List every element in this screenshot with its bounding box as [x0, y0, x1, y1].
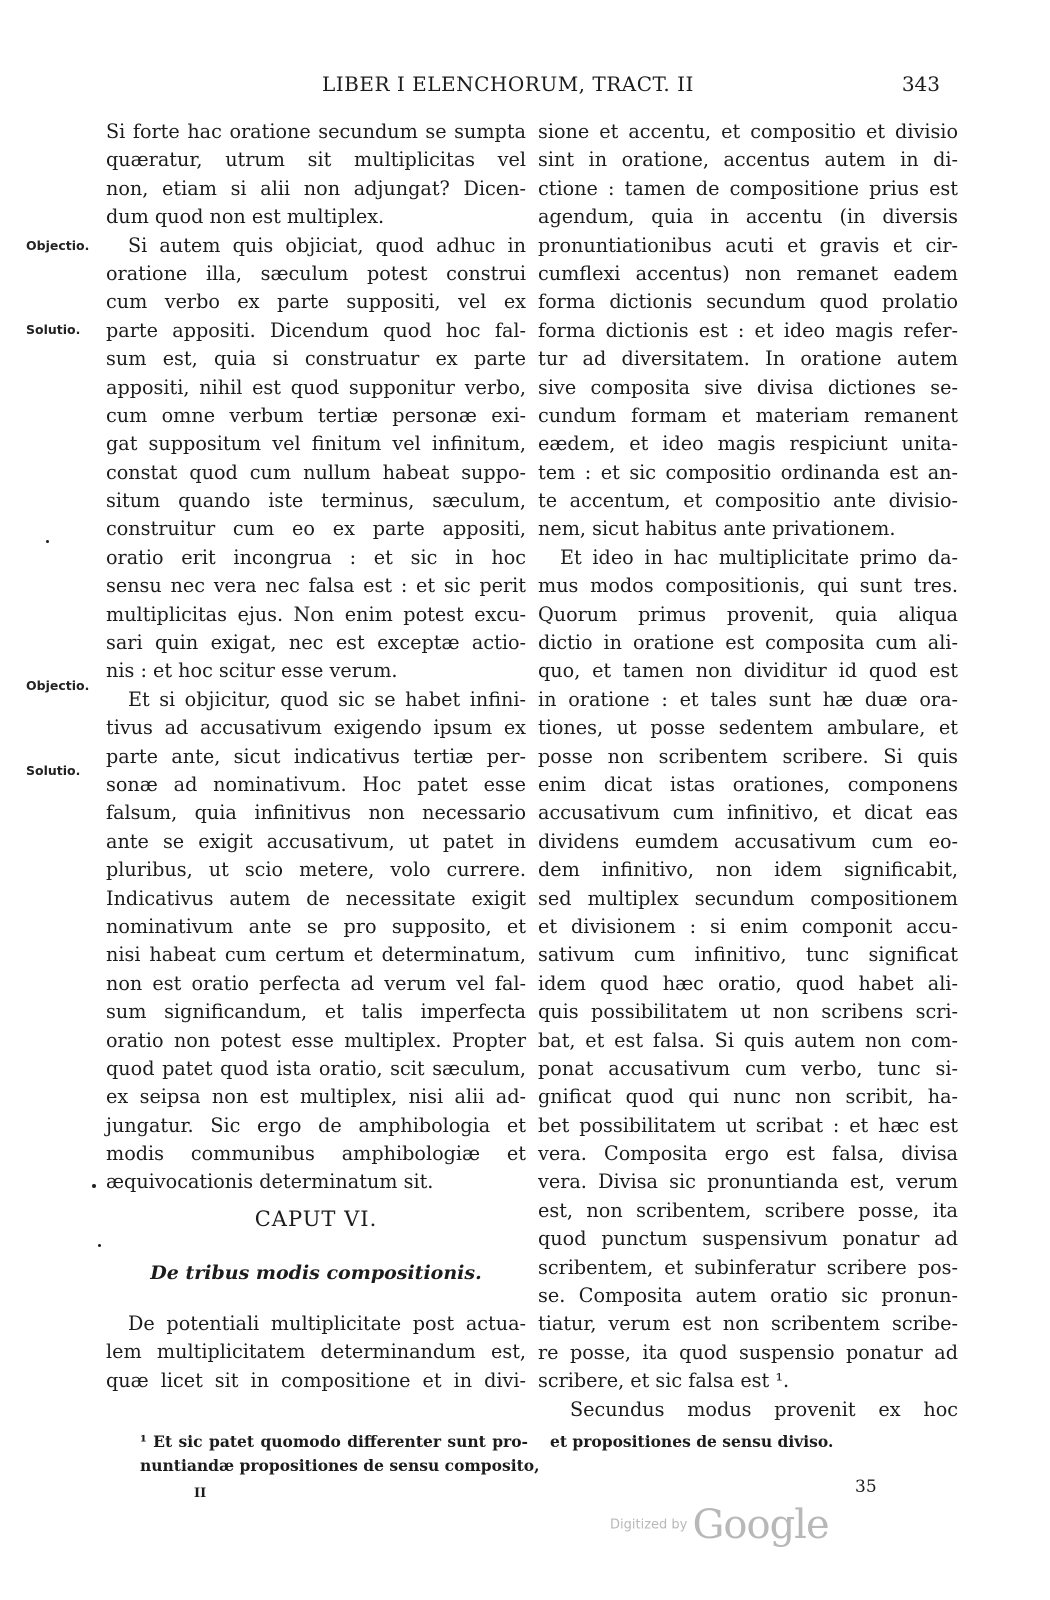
text-line: cum omne verbum tertiæ personæ exi- — [106, 403, 526, 427]
text-line: et divisionem : si enim componit accu- — [538, 914, 958, 938]
text-line: vera. Divisa sic pronuntianda est, verum — [538, 1170, 958, 1194]
text-line: est, non scribentem, scribere posse, ita — [538, 1198, 958, 1222]
google-logo: Google — [692, 1502, 829, 1548]
signature-mark: II — [194, 1486, 207, 1501]
text-line: dem infinitivo, non idem significabit, — [538, 858, 958, 882]
text-line: Quorum primus provenit, quia aliqua — [538, 602, 958, 626]
text-line: æquivocationis determinatum sit. — [106, 1170, 434, 1194]
text-line: quæratur, utrum sit multiplicitas vel — [106, 148, 526, 172]
footnote — [140, 1430, 540, 1478]
running-header — [0, 72, 1050, 102]
margin-note-objectio: Objectio. — [26, 678, 90, 693]
text-line: sum significandum, et talis imperfecta — [106, 1000, 526, 1024]
print-speck — [98, 1244, 101, 1247]
text-line: tem : et sic compositio ordinanda est an- — [538, 460, 958, 484]
text-line: sive composita sive divisa dictiones se- — [538, 375, 958, 399]
text-line: quæ licet sit in compositione et in divi- — [106, 1368, 526, 1392]
text-line: Et si objicitur, quod sic se habet infini- — [128, 687, 526, 711]
text-line: gat suppositum vel finitum vel infinitum, — [106, 432, 526, 456]
text-line: oratio erit incongrua : et sic in hoc — [106, 545, 526, 569]
text-line: cum verbo ex parte suppositi, vel ex — [106, 290, 526, 314]
text-line: multiplicitas ejus. Non enim potest excu- — [106, 602, 526, 626]
text-line: posse non scribentem scribere. Si quis — [538, 744, 958, 768]
text-line: nem, sicut habitus ante privationem. — [538, 517, 896, 541]
text-line: pluribus, ut scio metere, volo currere. — [106, 858, 526, 882]
text-line: sonæ ad nominativum. Hoc patet esse — [106, 772, 526, 796]
text-line: sensu nec vera nec falsa est : et sic perit — [106, 574, 526, 598]
text-line: De potentiali multiplicitate post actua- — [128, 1312, 526, 1335]
text-line: in oratione : et tales sunt hæ duæ ora- — [538, 687, 958, 711]
text-line: Et ideo in hac multiplicitate primo da- — [560, 545, 958, 569]
text-line: re posse, ita quod suspensio ponatur ad — [538, 1340, 958, 1364]
text-line: oratione illa, sæculum potest construi — [106, 261, 526, 285]
margin-note-objectio: Objectio. — [26, 238, 90, 253]
print-speck — [92, 1184, 96, 1188]
left-column — [106, 118, 526, 1197]
text-line: mus modos compositionis, qui sunt tres. — [538, 574, 958, 598]
text-line: parte ante, sicut indicativus tertiæ per- — [106, 744, 526, 768]
text-line: tiones, ut posse sedentem ambulare, et — [538, 716, 958, 740]
text-line: tur ad diversitatem. In oratione autem — [538, 347, 958, 371]
text-line: cundum formam et materiam remanent — [538, 403, 958, 427]
text-line: constat quod cum nullum habeat suppo- — [106, 460, 526, 484]
text-line: bet possibilitatem ut scribat : et hæc est — [538, 1113, 958, 1137]
text-line: quod punctum suspensivum ponatur ad — [538, 1227, 958, 1251]
text-line: sativum cum infinitivo, tunc significat — [538, 943, 958, 967]
text-line: jungatur. Sic ergo de amphibologia et — [106, 1113, 526, 1137]
text-line: sint in oratione, accentus autem in di- — [538, 148, 958, 172]
text-line: scribentem, et subinferatur scribere pos- — [538, 1255, 958, 1279]
text-line: pronuntiationibus acuti et gravis et cir- — [538, 233, 958, 257]
text-line: eædem, et ideo magis respiciunt unita- — [538, 432, 958, 456]
text-line: forma dictionis secundum quod prolatio — [538, 290, 958, 314]
text-line: Indicativus autem de necessitate exigit — [106, 886, 526, 910]
sheet-number: 35 — [855, 1477, 877, 1497]
text-line: dictio in oratione est composita cum ali- — [538, 631, 958, 655]
text-line: forma dictionis est : et ideo magis refer- — [538, 318, 958, 342]
text-line: lem multiplicitatem determinandum est, — [106, 1340, 526, 1364]
text-line: se. Composita autem oratio sic pronun- — [538, 1284, 958, 1308]
chapter-subtitle: De tribus modis compositionis. — [150, 1262, 482, 1284]
text-line: ctione : tamen de compositione prius est — [538, 176, 958, 200]
text-line: gnificat quod qui nunc non scribit, ha- — [538, 1085, 958, 1109]
text-line: scribere, et sic falsa est ¹. — [538, 1369, 790, 1393]
text-line: parte appositi. Dicendum quod hoc fal- — [106, 318, 526, 342]
text-line: bat, et est falsa. Si quis autem non com- — [538, 1028, 958, 1052]
text-line: ponat accusativum cum verbo, tunc si- — [538, 1056, 958, 1080]
text-line: modis communibus amphibologiæ et — [106, 1142, 526, 1166]
text-line: dum quod non est multiplex. — [106, 205, 385, 229]
running-title: LIBER I ELENCHORUM, TRACT. II — [322, 72, 694, 96]
text-line: falsum, quia infinitivus non necessario — [106, 801, 526, 825]
text-line: dividens eumdem accusativum cum eo- — [538, 829, 958, 853]
margin-note-solutio: Solutio. — [26, 322, 81, 337]
text-line: non, etiam si alii non adjungat? Dicen- — [106, 176, 526, 200]
text-line: Si forte hac oratione secundum se sumpta — [106, 120, 526, 143]
text-line: construitur cum eo ex parte appositi, — [106, 517, 526, 541]
text-line: accusativum cum infinitivo, et dicat eas — [538, 801, 958, 825]
text-line: situm quando iste terminus, sæculum, — [106, 489, 526, 513]
right-column — [538, 118, 958, 1424]
text-line: sum est, quia si construatur ex parte — [106, 347, 526, 371]
text-line: sari quin exigat, nec est exceptæ actio- — [106, 631, 526, 655]
chapter-opening — [106, 1310, 526, 1395]
text-line: nis : et hoc scitur esse verum. — [106, 659, 398, 683]
page-number: 343 — [901, 72, 940, 96]
text-line: quis possibilitatem ut non scribens scri- — [538, 1000, 958, 1024]
text-line: appositi, nihil est quod supponitur verbo, — [106, 375, 526, 399]
text-line: ante se exigit accusativum, ut patet in — [106, 829, 526, 853]
text-line: sione et accentu, et compositio et divisio — [538, 120, 958, 143]
text-line: cumflexi accentus) non remanet eadem — [538, 261, 958, 285]
text-line: Si autem quis objiciat, quod adhuc in — [128, 233, 526, 257]
text-line: agendum, quia in accentu (in diversis — [538, 205, 958, 229]
print-speck — [46, 540, 49, 543]
watermark-prefix: Digitized by — [610, 1517, 688, 1533]
footnote-line: ¹ Et sic patet quomodo differenter sunt pro- — [140, 1432, 528, 1451]
text-line: enim dicat istas orationes, componens — [538, 772, 958, 796]
text-line: tivus ad accusativum exigendo ipsum ex — [106, 716, 526, 740]
text-line: nominativum ante se pro supposito, et — [106, 914, 526, 938]
text-line: te accentum, et compositio ante divisio- — [538, 489, 958, 513]
text-line: tiatur, verum est non scribentem scribe- — [538, 1312, 958, 1336]
text-line: oratio non potest esse multiplex. Propter — [106, 1028, 526, 1052]
text-line: Secundus modus provenit ex hoc — [570, 1397, 958, 1421]
text-line: nisi habeat cum certum et determinatum, — [106, 943, 526, 967]
text-line: idem quod hæc oratio, quod habet ali- — [538, 971, 958, 995]
text-line: quo, et tamen non dividitur id quod est — [538, 659, 958, 683]
text-line: vera. Composita ergo est falsa, divisa — [538, 1142, 958, 1166]
text-line: non est oratio perfecta ad verum vel fal- — [106, 971, 526, 995]
text-line: ex seipsa non est multiplex, nisi alii ad- — [106, 1085, 526, 1109]
footnote-line: nuntiandæ propositiones de sensu composito, — [140, 1456, 540, 1475]
digitized-watermark — [610, 1502, 829, 1548]
text-line: sed multiplex secundum compositionem — [538, 886, 958, 910]
margin-note-solutio: Solutio. — [26, 763, 81, 778]
chapter-title: CAPUT VI. — [254, 1207, 378, 1231]
footnote-continuation: et propositiones de sensu diviso. — [550, 1432, 834, 1451]
text-line: quod patet quod ista oratio, scit sæculum, — [106, 1056, 526, 1080]
